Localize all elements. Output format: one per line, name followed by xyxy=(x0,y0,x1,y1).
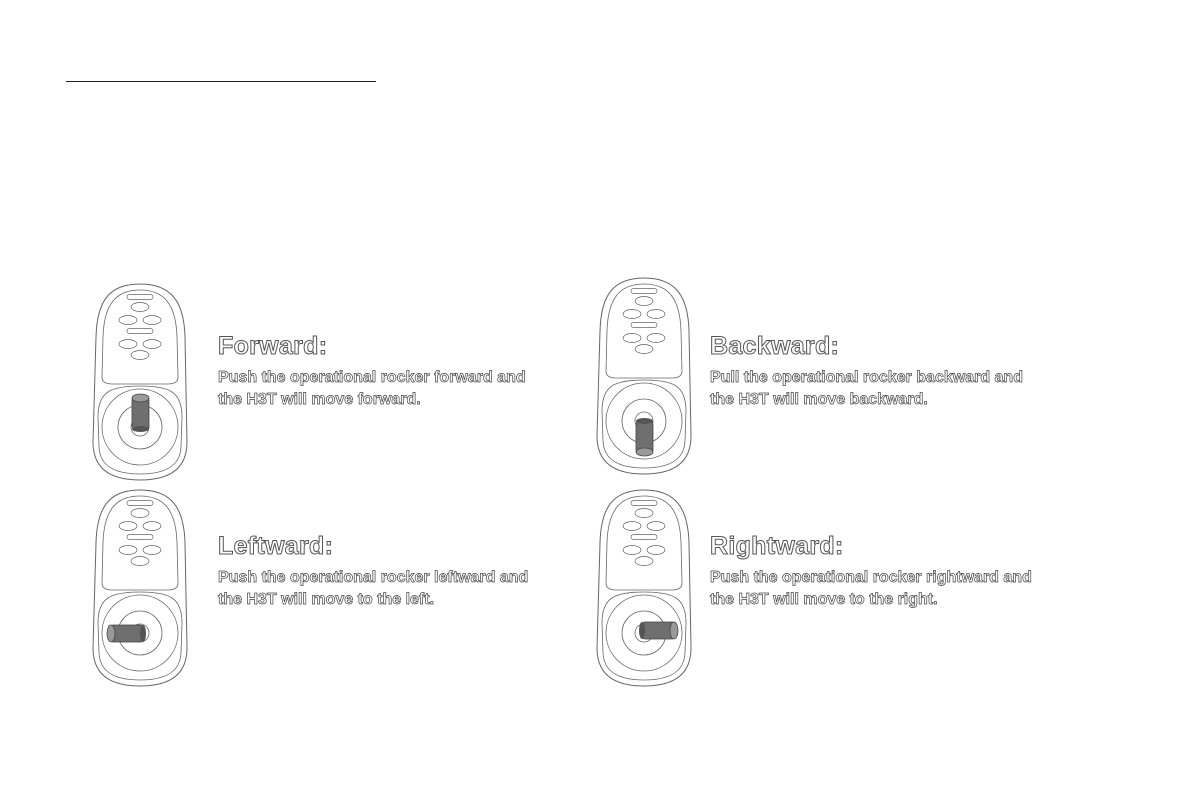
controller-icon xyxy=(90,282,190,482)
direction-backward xyxy=(594,276,1074,476)
button xyxy=(143,546,161,555)
indicator-strip xyxy=(631,289,657,294)
button xyxy=(635,509,653,518)
button xyxy=(647,310,665,319)
indicator-strip xyxy=(127,535,153,540)
button xyxy=(131,303,149,312)
indicator-strip xyxy=(127,329,153,334)
button xyxy=(647,334,665,343)
button xyxy=(143,340,161,349)
button xyxy=(647,546,665,555)
controller-icon xyxy=(594,488,694,688)
indicator-strip xyxy=(631,501,657,506)
button xyxy=(635,557,653,566)
indicator-strip xyxy=(127,501,153,506)
controller-icon xyxy=(594,276,694,476)
joystick-right-icon xyxy=(639,622,678,639)
button xyxy=(119,522,137,531)
direction-leftward xyxy=(90,488,570,688)
joystick-left-icon xyxy=(107,625,146,642)
heading-leftward: Leftward: xyxy=(218,532,334,560)
description-line: the H3T will move to the left. xyxy=(218,591,435,608)
description-backward xyxy=(710,367,1070,411)
description-line: Push the operational rocker forward and xyxy=(218,369,526,386)
button xyxy=(623,310,641,319)
direction-forward xyxy=(90,282,570,482)
button xyxy=(635,297,653,306)
description-rightward xyxy=(710,567,1070,611)
direction-rightward xyxy=(594,488,1074,688)
button xyxy=(143,316,161,325)
heading-forward: Forward: xyxy=(218,332,328,360)
description-line: Pull the operational rocker backward and xyxy=(710,369,1023,386)
joystick-forward-icon xyxy=(132,394,149,432)
description-line: the H3T will move to the right. xyxy=(710,591,938,608)
button xyxy=(623,546,641,555)
button xyxy=(143,522,161,531)
description-line: the H3T will move forward. xyxy=(218,391,421,408)
header-rule xyxy=(66,81,376,82)
button xyxy=(623,334,641,343)
button xyxy=(131,509,149,518)
heading-rightward: Rightward: xyxy=(710,532,844,560)
button xyxy=(119,316,137,325)
button xyxy=(119,340,137,349)
button xyxy=(635,345,653,354)
controller-icon xyxy=(90,488,190,688)
indicator-strip xyxy=(631,323,657,328)
description-forward xyxy=(218,367,578,411)
heading-backward: Backward: xyxy=(710,332,840,360)
joystick-backward-icon xyxy=(636,418,653,456)
button xyxy=(131,557,149,566)
description-leftward xyxy=(218,567,578,611)
description-line: the H3T will move backward. xyxy=(710,391,928,408)
button xyxy=(131,351,149,360)
button xyxy=(647,522,665,531)
button xyxy=(119,546,137,555)
description-line: Push the operational rocker rightward and xyxy=(710,569,1032,586)
description-line: Push the operational rocker leftward and xyxy=(218,569,529,586)
indicator-strip xyxy=(631,535,657,540)
indicator-strip xyxy=(127,295,153,300)
button xyxy=(623,522,641,531)
